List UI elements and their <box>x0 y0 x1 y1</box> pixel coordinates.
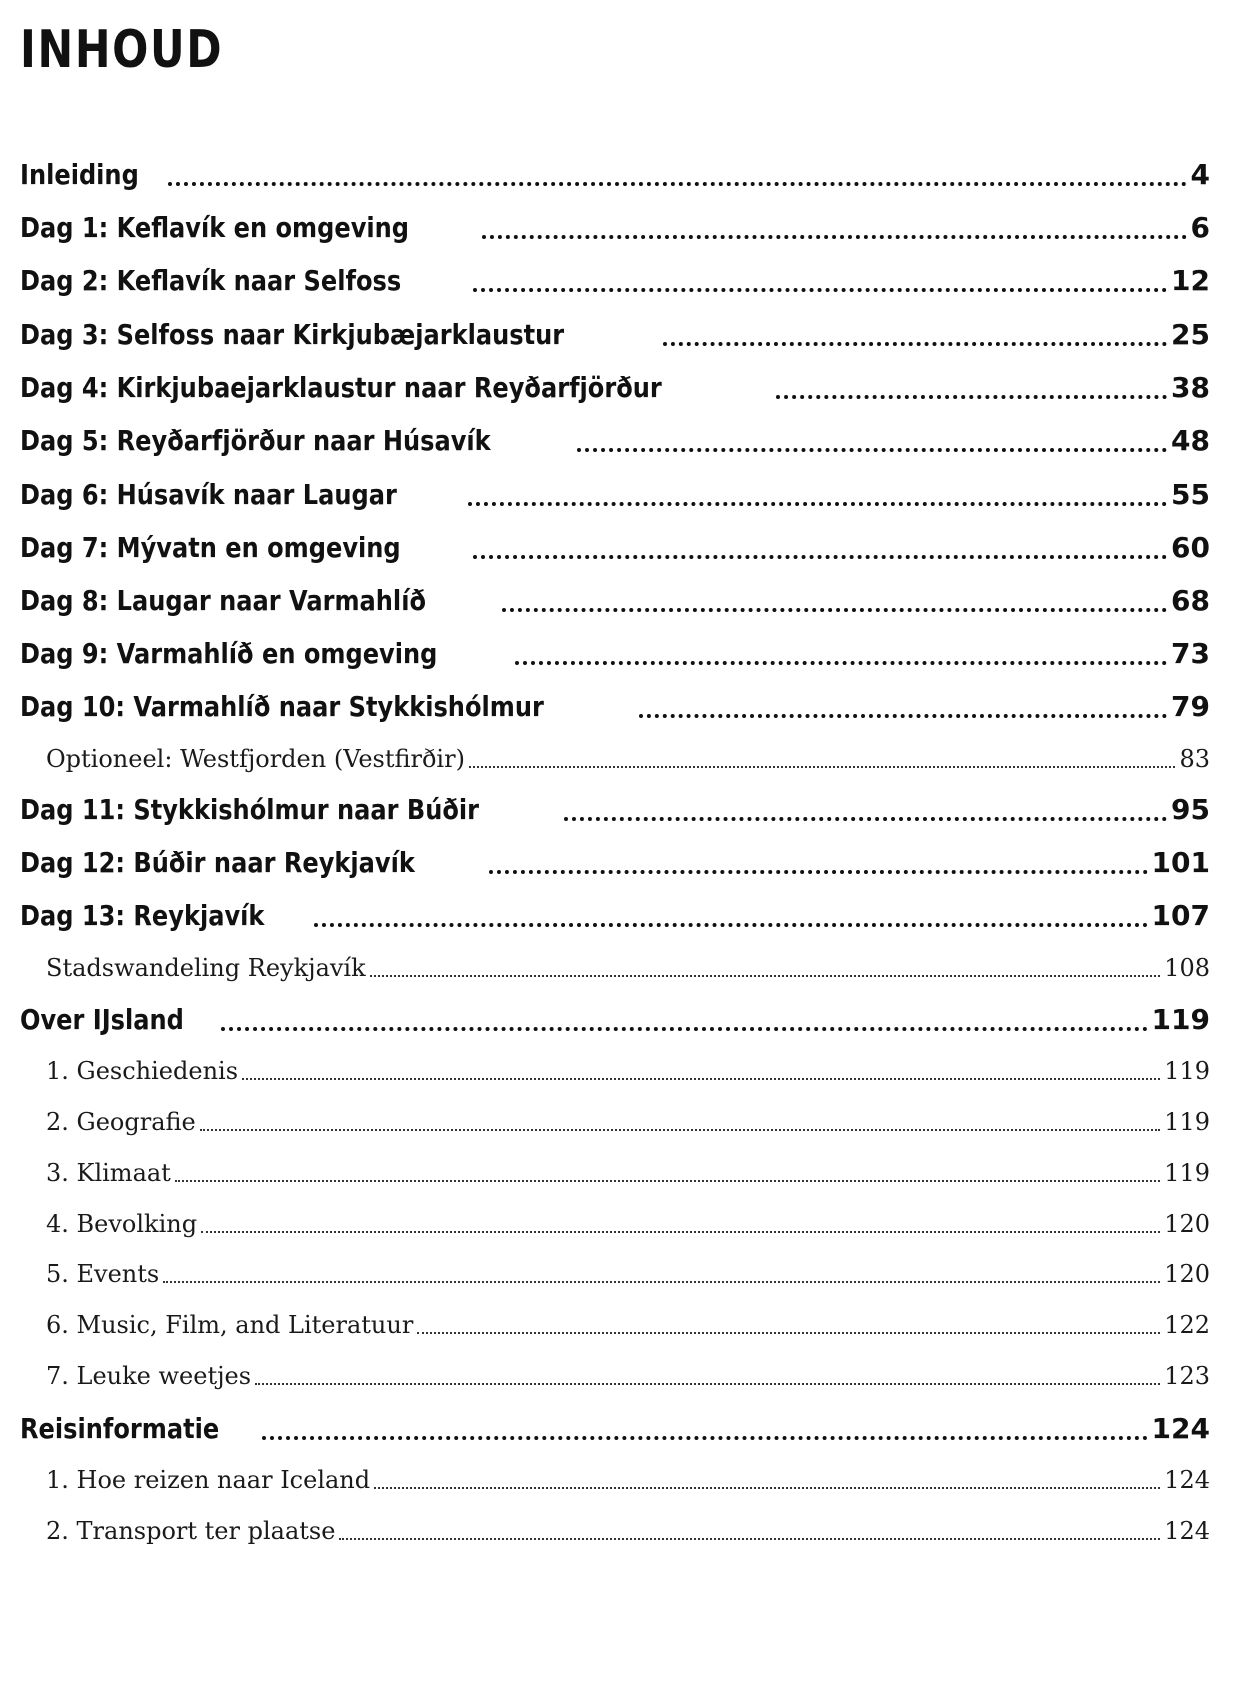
dot-leader <box>502 607 1167 612</box>
toc-entry[interactable] <box>20 634 1210 674</box>
toc-entry[interactable] <box>20 1462 1210 1498</box>
toc-entry-label: 7. Leuke weetjes <box>46 1362 252 1390</box>
toc-entry-label: Dag 13: Reykjavík <box>20 899 265 932</box>
toc-entry[interactable] <box>20 155 1210 195</box>
toc-entry-label: 6. Music, Film, and Literatuur <box>46 1311 414 1339</box>
toc-entry[interactable] <box>20 1053 1210 1089</box>
toc-entry-label: 1. Hoe reizen naar Iceland <box>46 1466 371 1494</box>
toc-entry[interactable] <box>20 1104 1210 1140</box>
dot-leader <box>221 1026 1148 1031</box>
dot-leader <box>168 181 1186 186</box>
toc-entry-label: Dag 1: Keflavík en omgeving <box>20 211 410 244</box>
dot-leader <box>242 1077 1160 1080</box>
dot-leader <box>370 974 1161 977</box>
toc-entry-label: Optioneel: Westfjorden (Vestfirðir) <box>46 745 465 773</box>
dot-leader <box>577 447 1167 452</box>
toc-entry-page-number: 38 <box>1171 371 1210 404</box>
toc-entry-page-number: 108 <box>1164 954 1210 982</box>
toc-entry-page-number: 60 <box>1171 531 1210 564</box>
toc-entry-label: 2. Geografie <box>46 1108 196 1136</box>
toc-entry-label: 2. Transport ter plaatse <box>46 1517 336 1545</box>
toc-entry[interactable] <box>20 208 1210 248</box>
dot-leader <box>417 1331 1160 1334</box>
toc-entry-label: 3. Klimaat <box>46 1159 171 1187</box>
toc-entry-label: Stadswandeling Reykjavík <box>46 954 366 982</box>
dot-leader <box>473 554 1167 559</box>
toc-entry[interactable] <box>20 315 1210 355</box>
toc-entry[interactable] <box>20 1307 1210 1343</box>
dot-leader <box>339 1537 1160 1540</box>
toc-entry-label: Dag 9: Varmahlíð en omgeving <box>20 637 438 670</box>
dot-leader <box>255 1382 1160 1385</box>
toc-entry-page-number: 119 <box>1151 1003 1210 1036</box>
toc-entry-page-number: 124 <box>1151 1412 1210 1445</box>
toc-entry-label: Dag 4: Kirkjubaejarklaustur naar Reyðarfjörður <box>20 371 662 404</box>
toc-entry-label: Dag 11: Stykkishólmur naar Búðir <box>20 793 480 826</box>
toc-entry[interactable] <box>20 687 1210 727</box>
dot-leader <box>201 1230 1160 1233</box>
toc-entry-page-number: 4 <box>1190 158 1210 191</box>
dot-leader <box>515 660 1167 665</box>
toc-entry-page-number: 79 <box>1171 690 1210 723</box>
toc-entry[interactable] <box>20 790 1210 830</box>
toc-entry-page-number: 119 <box>1164 1108 1210 1136</box>
dot-leader <box>163 1280 1160 1283</box>
toc-entry-page-number: 122 <box>1164 1311 1210 1339</box>
toc-entry[interactable] <box>20 950 1210 986</box>
dot-leader <box>200 1128 1160 1131</box>
toc-entry-page-number: 73 <box>1171 637 1210 670</box>
toc-entry-page-number: 12 <box>1171 264 1210 297</box>
toc-entry-page-number: 119 <box>1164 1057 1210 1085</box>
toc-entry-page-number: 123 <box>1164 1362 1210 1390</box>
toc-entry[interactable] <box>20 475 1210 515</box>
toc-entry[interactable] <box>20 1256 1210 1292</box>
toc-entry-page-number: 48 <box>1171 424 1210 457</box>
toc-entry-page-number: 124 <box>1164 1466 1210 1494</box>
toc-entry-page-number: 83 <box>1179 745 1210 773</box>
dot-leader <box>314 922 1147 927</box>
toc-entry-label: Dag 2: Keflavík naar Selfoss <box>20 264 402 297</box>
toc-entry[interactable] <box>20 581 1210 621</box>
dot-leader <box>663 341 1167 346</box>
toc-entry-label: Dag 8: Laugar naar Varmahlíð <box>20 584 426 617</box>
toc-entry-label: Dag 12: Búðir naar Reykjavík <box>20 846 415 879</box>
dot-leader <box>262 1435 1148 1440</box>
toc-entry[interactable] <box>20 1155 1210 1191</box>
toc-entry-page-number: 120 <box>1164 1260 1210 1288</box>
toc-entry[interactable] <box>20 1000 1210 1040</box>
toc-entry[interactable] <box>20 528 1210 568</box>
dot-leader <box>776 394 1167 399</box>
toc-entry-page-number: 68 <box>1171 584 1210 617</box>
toc-entry[interactable] <box>20 843 1210 883</box>
toc-entry[interactable] <box>20 1358 1210 1394</box>
toc-entry[interactable] <box>20 741 1210 777</box>
dot-leader <box>482 234 1186 239</box>
toc-entry[interactable] <box>20 261 1210 301</box>
toc-entry-label: Dag 3: Selfoss naar Kirkjubæjarklaustur <box>20 318 565 351</box>
toc-entry-label: 4. Bevolking <box>46 1210 198 1238</box>
toc-entry-page-number: 25 <box>1171 318 1210 351</box>
page-title: INHOUD <box>20 20 224 80</box>
toc-entry[interactable] <box>20 1206 1210 1242</box>
toc-entry-page-number: 124 <box>1164 1517 1210 1545</box>
dot-leader <box>374 1486 1160 1489</box>
dot-leader <box>175 1179 1160 1182</box>
toc-entry-label: 5. Events <box>46 1260 160 1288</box>
toc-entry-page-number: 120 <box>1164 1210 1210 1238</box>
toc-entry[interactable] <box>20 896 1210 936</box>
toc-entry-page-number: 55 <box>1171 478 1210 511</box>
toc-entry-label: Dag 6: Húsavík naar Laugar <box>20 478 397 511</box>
toc-entry-page-number: 95 <box>1171 793 1210 826</box>
toc-entry-page-number: 119 <box>1164 1159 1210 1187</box>
dot-leader <box>469 765 1176 768</box>
dot-leader <box>489 869 1147 874</box>
toc-entry[interactable] <box>20 1409 1210 1449</box>
toc-entry-label: Over IJsland <box>20 1003 184 1036</box>
toc-entry[interactable] <box>20 421 1210 461</box>
toc-entry-label: Inleiding <box>20 158 139 191</box>
toc-entry[interactable] <box>20 368 1210 408</box>
dot-leader <box>468 501 1167 506</box>
dot-leader <box>564 816 1167 821</box>
toc-entry-label: Dag 10: Varmahlíð naar Stykkishólmur <box>20 690 544 723</box>
dot-leader <box>473 287 1167 292</box>
dot-leader <box>639 713 1167 718</box>
toc-entry-page-number: 6 <box>1190 211 1210 244</box>
toc-entry[interactable] <box>20 1513 1210 1549</box>
toc-entry-page-number: 101 <box>1151 846 1210 879</box>
toc-entry-page-number: 107 <box>1151 899 1210 932</box>
toc-entry-label: Dag 5: Reyðarfjörður naar Húsavík <box>20 424 491 457</box>
toc-entry-label: Reisinformatie <box>20 1412 220 1445</box>
toc-entry-label: Dag 7: Mývatn en omgeving <box>20 531 401 564</box>
toc-entry-label: 1. Geschiedenis <box>46 1057 239 1085</box>
